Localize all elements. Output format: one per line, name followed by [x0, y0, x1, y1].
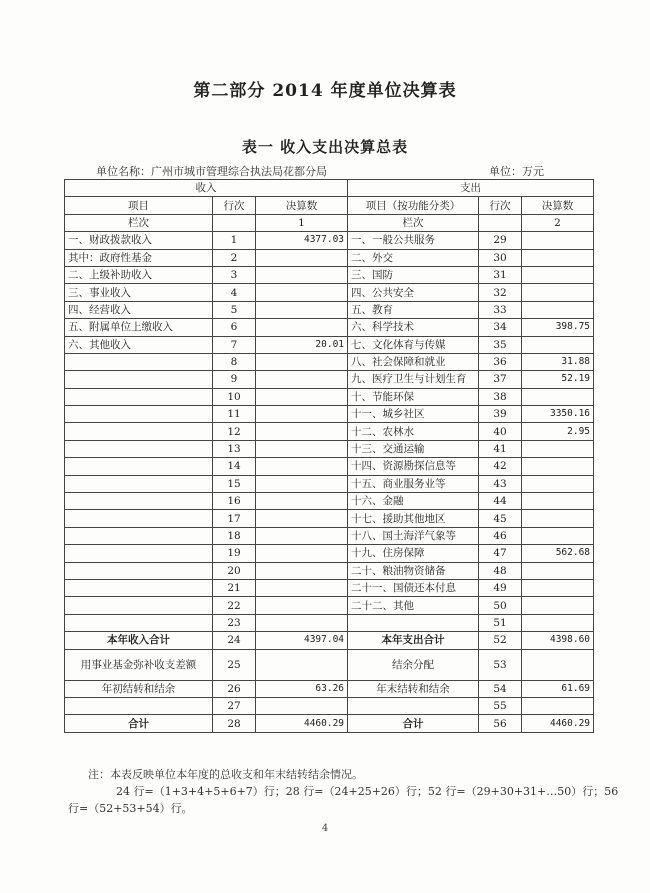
income-row-number: 26 [213, 680, 256, 697]
expense-item: 四、公共安全 [348, 284, 479, 301]
expense-row-number: 44 [479, 493, 522, 510]
income-amount: 4377.03 [256, 232, 348, 249]
income-rowno-header: 行次 [213, 197, 256, 214]
income-amount [256, 545, 348, 562]
income-row-number: 20 [213, 562, 256, 579]
income-amount: 4397.04 [256, 632, 348, 649]
income-row-number: 14 [213, 458, 256, 475]
expense-row-number: 45 [479, 510, 522, 527]
expense-row-number: 41 [479, 440, 522, 457]
income-item [65, 406, 213, 423]
expense-item: 十九、住房保障 [348, 545, 479, 562]
part-title: 第二部分 2014 年度单位决算表 [193, 81, 457, 101]
unit-name: 单位名称：广州市城市管理综合执法局花都分局 [96, 165, 327, 178]
income-amount [256, 423, 348, 440]
expense-item: 二十一、国债还本付息 [348, 579, 479, 596]
income-item [65, 475, 213, 492]
expense-row-number: 48 [479, 562, 522, 579]
expense-row-number: 29 [479, 232, 522, 249]
expense-lan-number: 2 [522, 214, 594, 231]
expense-item: 一、一般公共服务 [348, 232, 479, 249]
income-amount [256, 649, 348, 680]
expense-item: 十、节能环保 [348, 388, 479, 405]
table-row [65, 336, 594, 353]
expense-rowno-header: 行次 [479, 197, 522, 214]
income-amount [256, 371, 348, 388]
expense-item: 九、医疗卫生与计划生育 [348, 371, 479, 388]
income-lan-empty [213, 214, 256, 231]
income-header: 收入 [65, 180, 348, 197]
expense-row-number: 31 [479, 266, 522, 283]
table-row [65, 406, 594, 423]
income-amount: 20.01 [256, 336, 348, 353]
expense-amount: 562.68 [522, 545, 594, 562]
expense-amount: 2.95 [522, 423, 594, 440]
note-line: 24 行=（1+3+4+5+6+7）行；28 行=（24+25+26）行；52 行=（29+30+31+…50）行；56 [116, 785, 619, 798]
note-line: 行=（52+53+54）行。 [68, 802, 193, 815]
expense-row-number: 32 [479, 284, 522, 301]
expense-item: 十二、农林水 [348, 423, 479, 440]
table-meta [96, 163, 566, 179]
table-row [65, 545, 594, 562]
expense-item: 六、科学技术 [348, 319, 479, 336]
expense-row-number: 55 [479, 697, 522, 714]
expense-row-number: 56 [479, 715, 522, 732]
table-row [65, 388, 594, 405]
income-item [65, 493, 213, 510]
expense-amount-header: 决算数 [522, 197, 594, 214]
table-row [65, 458, 594, 475]
expense-row-number: 39 [479, 406, 522, 423]
expense-amount [522, 475, 594, 492]
expense-item [348, 614, 479, 631]
expense-item: 十五、商业服务业等 [348, 475, 479, 492]
expense-row-number: 38 [479, 388, 522, 405]
income-row-number: 21 [213, 579, 256, 596]
expense-amount [522, 579, 594, 596]
income-row-number: 18 [213, 527, 256, 544]
income-amount [256, 301, 348, 318]
expense-lan-label: 栏次 [348, 214, 479, 231]
income-item: 四、经营收入 [65, 301, 213, 318]
expense-row-number: 54 [479, 680, 522, 697]
table-row [65, 284, 594, 301]
expense-amount [522, 649, 594, 680]
income-amount [256, 527, 348, 544]
income-item [65, 614, 213, 631]
income-amount [256, 475, 348, 492]
income-amount [256, 493, 348, 510]
expense-amount [522, 493, 594, 510]
total-row [65, 697, 594, 714]
income-total-item: 年初结转和结余 [65, 680, 213, 697]
expense-amount: 31.88 [522, 353, 594, 370]
table-title: 表一 收入支出决算总表 [241, 138, 409, 156]
income-row-number: 22 [213, 597, 256, 614]
income-row-number: 11 [213, 406, 256, 423]
table-row [65, 614, 594, 631]
income-row-number: 12 [213, 423, 256, 440]
expense-row-number: 35 [479, 336, 522, 353]
table-row [65, 371, 594, 388]
expense-row-number: 42 [479, 458, 522, 475]
income-item [65, 353, 213, 370]
expense-amount: 398.75 [522, 319, 594, 336]
table-row [65, 562, 594, 579]
expense-amount [522, 301, 594, 318]
expense-row-number: 50 [479, 597, 522, 614]
income-row-number: 15 [213, 475, 256, 492]
expense-total-item: 本年支出合计 [348, 632, 479, 649]
expense-amount [522, 388, 594, 405]
income-row-number: 19 [213, 545, 256, 562]
income-item [65, 440, 213, 457]
income-row-number: 6 [213, 319, 256, 336]
expense-amount [522, 527, 594, 544]
expense-amount: 3350.16 [522, 406, 594, 423]
income-amount [256, 579, 348, 596]
expense-item: 五、教育 [348, 301, 479, 318]
income-row-number: 24 [213, 632, 256, 649]
expense-row-number: 34 [479, 319, 522, 336]
income-row-number: 5 [213, 301, 256, 318]
income-row-number: 16 [213, 493, 256, 510]
expense-row-number: 49 [479, 579, 522, 596]
expense-item: 十六、金融 [348, 493, 479, 510]
total-row [65, 680, 594, 697]
income-item: 二、上级补助收入 [65, 266, 213, 283]
expense-item: 十八、国土海洋气象等 [348, 527, 479, 544]
income-item: 六、其他收入 [65, 336, 213, 353]
income-item [65, 371, 213, 388]
income-row-number: 3 [213, 266, 256, 283]
table-row [65, 510, 594, 527]
income-lan-label: 栏次 [65, 214, 213, 231]
table-notes [68, 766, 619, 817]
expense-total-item: 结余分配 [348, 649, 479, 680]
expense-item: 十三、交通运输 [348, 440, 479, 457]
income-row-number: 4 [213, 284, 256, 301]
table-row [65, 440, 594, 457]
income-row-number: 25 [213, 649, 256, 680]
expense-row-number: 47 [479, 545, 522, 562]
income-amount [256, 510, 348, 527]
expense-row-number: 43 [479, 475, 522, 492]
income-amount [256, 249, 348, 266]
table-row [65, 475, 594, 492]
table-row [65, 266, 594, 283]
header-row-columns [65, 197, 594, 214]
expense-amount [522, 232, 594, 249]
income-item: 三、事业收入 [65, 284, 213, 301]
expense-amount [522, 284, 594, 301]
income-amount: 63.26 [256, 680, 348, 697]
expense-item: 二十二、其他 [348, 597, 479, 614]
income-row-number: 7 [213, 336, 256, 353]
income-item-header: 项目 [65, 197, 213, 214]
table-row [65, 597, 594, 614]
expense-amount [522, 697, 594, 714]
income-amount [256, 440, 348, 457]
table-row [65, 527, 594, 544]
expense-row-number: 51 [479, 614, 522, 631]
expense-amount: 4398.60 [522, 632, 594, 649]
income-amount [256, 319, 348, 336]
income-item [65, 510, 213, 527]
income-item [65, 579, 213, 596]
income-total-item: 用事业基金弥补收支差额 [65, 649, 213, 680]
table-row [65, 579, 594, 596]
expense-row-number: 30 [479, 249, 522, 266]
note-line: 注：本表反映单位本年度的总收支和年末结转结余情况。 [88, 768, 363, 781]
expense-amount [522, 440, 594, 457]
expense-row-number: 36 [479, 353, 522, 370]
income-lan-number: 1 [256, 214, 348, 231]
budget-table [64, 179, 594, 733]
expense-amount: 61.69 [522, 680, 594, 697]
expense-amount [522, 266, 594, 283]
expense-row-number: 52 [479, 632, 522, 649]
table-row [65, 232, 594, 249]
income-item [65, 597, 213, 614]
total-row [65, 632, 594, 649]
expense-lan-empty [479, 214, 522, 231]
income-amount [256, 697, 348, 714]
income-item: 其中：政府性基金 [65, 249, 213, 266]
income-amount [256, 614, 348, 631]
expense-item: 十七、援助其他地区 [348, 510, 479, 527]
expense-item: 十四、资源勘探信息等 [348, 458, 479, 475]
table-row [65, 493, 594, 510]
expense-item: 八、社会保障和就业 [348, 353, 479, 370]
expense-row-number: 33 [479, 301, 522, 318]
income-item [65, 423, 213, 440]
income-item [65, 527, 213, 544]
expense-total-item: 合计 [348, 715, 479, 732]
income-row-number: 28 [213, 715, 256, 732]
expense-row-number: 53 [479, 649, 522, 680]
table-row [65, 249, 594, 266]
expense-item: 二十、粮油物资储备 [348, 562, 479, 579]
expense-item: 十一、城乡社区 [348, 406, 479, 423]
income-amount [256, 458, 348, 475]
expense-row-number: 40 [479, 423, 522, 440]
header-row-sections [65, 180, 594, 197]
total-row [65, 715, 594, 732]
income-amount [256, 353, 348, 370]
expense-amount [522, 458, 594, 475]
expense-row-number: 37 [479, 371, 522, 388]
expense-amount [522, 597, 594, 614]
income-row-number: 23 [213, 614, 256, 631]
income-row-number: 9 [213, 371, 256, 388]
expense-item: 二、外交 [348, 249, 479, 266]
income-item [65, 562, 213, 579]
expense-header: 支出 [348, 180, 594, 197]
total-row [65, 649, 594, 680]
expense-amount: 4460.29 [522, 715, 594, 732]
income-amount: 4460.29 [256, 715, 348, 732]
table-row [65, 353, 594, 370]
table-row [65, 301, 594, 318]
income-item: 一、财政拨款收入 [65, 232, 213, 249]
income-total-item: 本年收入合计 [65, 632, 213, 649]
income-amount [256, 284, 348, 301]
expense-amount: 52.19 [522, 371, 594, 388]
expense-item: 三、国防 [348, 266, 479, 283]
income-amount [256, 406, 348, 423]
expense-item-header: 项目（按功能分类） [348, 197, 479, 214]
table-row [65, 319, 594, 336]
expense-amount [522, 614, 594, 631]
income-row-number: 17 [213, 510, 256, 527]
expense-row-number: 46 [479, 527, 522, 544]
income-row-number: 2 [213, 249, 256, 266]
income-item: 五、附属单位上缴收入 [65, 319, 213, 336]
expense-amount [522, 249, 594, 266]
expense-amount [522, 336, 594, 353]
expense-total-item: 年末结转和结余 [348, 680, 479, 697]
income-amount-header: 决算数 [256, 197, 348, 214]
income-row-number: 8 [213, 353, 256, 370]
income-item [65, 458, 213, 475]
income-item [65, 545, 213, 562]
income-row-number: 13 [213, 440, 256, 457]
income-item [65, 388, 213, 405]
expense-amount [522, 562, 594, 579]
income-total-item: 合计 [65, 715, 213, 732]
expense-amount [522, 510, 594, 527]
table-row [65, 423, 594, 440]
unit-label: 单位：万元 [489, 165, 544, 178]
page-number: 4 [321, 823, 329, 834]
expense-total-item [348, 697, 479, 714]
income-amount [256, 266, 348, 283]
income-row-number: 1 [213, 232, 256, 249]
income-amount [256, 388, 348, 405]
income-amount [256, 597, 348, 614]
income-row-number: 27 [213, 697, 256, 714]
income-row-number: 10 [213, 388, 256, 405]
column-index-row [65, 214, 594, 231]
income-amount [256, 562, 348, 579]
income-total-item [65, 697, 213, 714]
expense-item: 七、文化体育与传媒 [348, 336, 479, 353]
